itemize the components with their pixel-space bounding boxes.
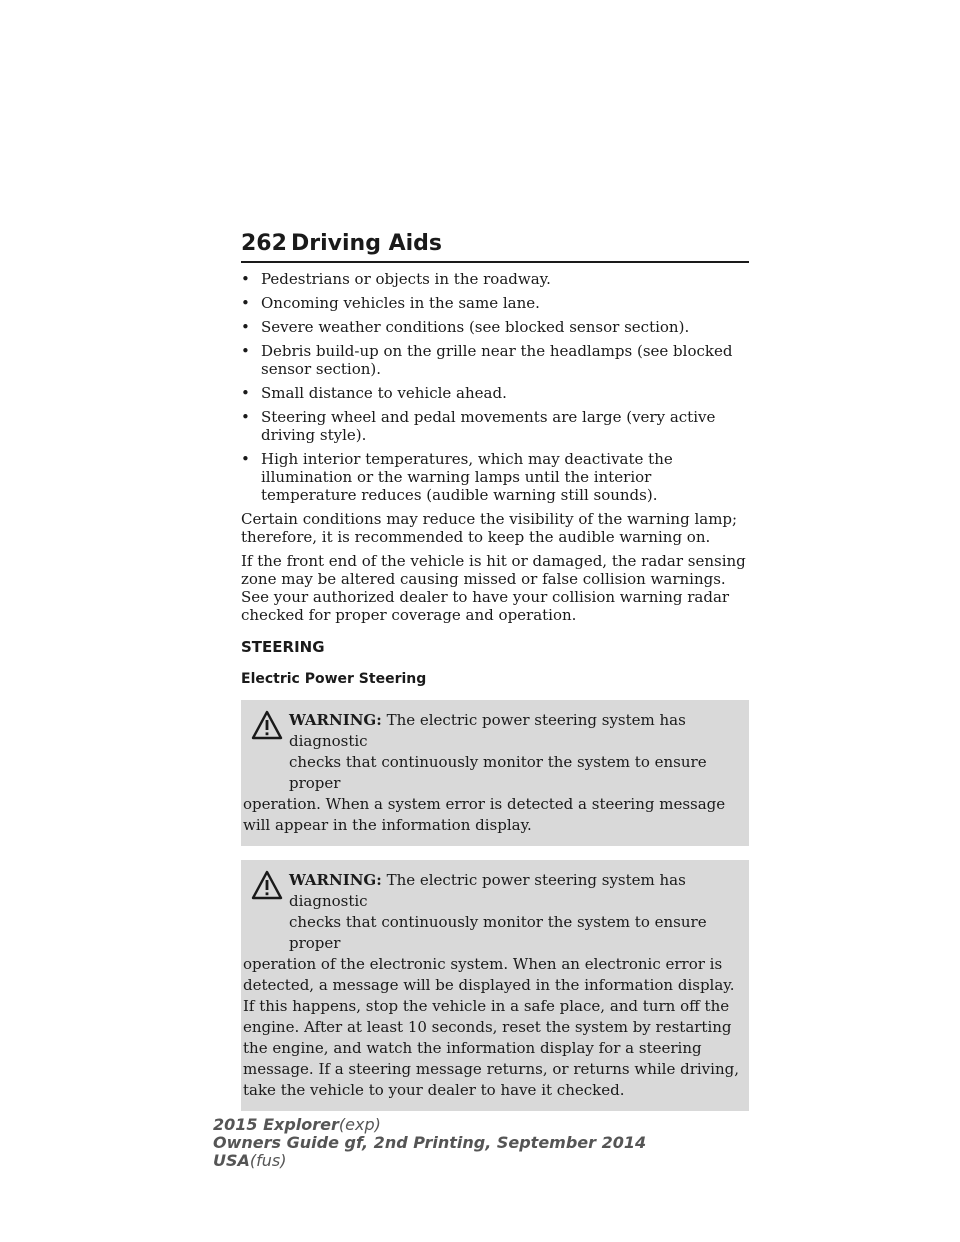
warning-triangle-icon bbox=[251, 710, 283, 740]
chapter-title: Driving Aids bbox=[291, 231, 443, 256]
condition-list bbox=[241, 270, 749, 504]
section-heading: STEERING bbox=[241, 638, 325, 656]
warning-box bbox=[241, 700, 749, 846]
page-footer bbox=[213, 1116, 646, 1170]
list-item: • Small distance to vehicle ahead. bbox=[241, 384, 507, 402]
warning-text: The electric power steering system has diagnostic bbox=[289, 871, 686, 910]
bullet-icon: • bbox=[241, 318, 250, 336]
list-item: • High interior temperatures, which may deactivate the illumination or the warning lamps until the interior temperature reduces (audible warning still sounds). bbox=[241, 450, 673, 504]
bullet-icon: • bbox=[241, 450, 250, 468]
page-number: 262 bbox=[241, 231, 287, 256]
body-paragraph: If the front end of the vehicle is hit or damaged, the radar sensing zone may be altered causing missed or false collision warnings. See your authorized dealer to have your collision warning radar checked for proper coverage and operation. bbox=[241, 552, 746, 624]
footer-edition: Owners Guide gf, 2nd Printing, September 2014 bbox=[213, 1133, 647, 1152]
warning-text: checks that continuously monitor the system to ensure proper bbox=[289, 753, 707, 792]
bullet-icon: • bbox=[241, 342, 250, 360]
warning-box bbox=[241, 860, 749, 1111]
list-item: • Severe weather conditions (see blocked sensor section). bbox=[241, 318, 690, 336]
warning-text: The electric power steering system has diagnostic bbox=[289, 711, 686, 750]
warning-label: WARNING: bbox=[289, 711, 382, 729]
footer-market-code: (fus) bbox=[249, 1151, 287, 1170]
list-item: • Oncoming vehicles in the same lane. bbox=[241, 294, 540, 312]
bullet-icon: • bbox=[241, 384, 250, 402]
bullet-icon: • bbox=[241, 294, 250, 312]
footer-model-code: (exp) bbox=[338, 1115, 381, 1134]
page-header bbox=[241, 228, 749, 263]
bullet-icon: • bbox=[241, 408, 250, 426]
list-item: • Pedestrians or objects in the roadway. bbox=[241, 270, 551, 288]
warning-triangle-icon bbox=[251, 870, 283, 900]
list-item: • Steering wheel and pedal movements are large (very active driving style). bbox=[241, 408, 716, 444]
warning-label: WARNING: bbox=[289, 871, 382, 889]
bullet-icon: • bbox=[241, 270, 250, 288]
footer-market: USA bbox=[213, 1151, 250, 1170]
warning-text: checks that continuously monitor the system to ensure proper bbox=[289, 913, 707, 952]
list-item: • Debris build-up on the grille near the headlamps (see blocked sensor section). bbox=[241, 342, 733, 378]
page-content bbox=[241, 270, 749, 1125]
warning-text: operation. When a system error is detected a steering message will appear in the information display. bbox=[243, 795, 726, 834]
body-paragraph: Certain conditions may reduce the visibility of the warning lamp; therefore, it is recommended to keep the audible warning on. bbox=[241, 510, 738, 546]
warning-text: operation of the electronic system. When an electronic error is detected, a message will be displayed in the information display. If this happens, stop the vehicle in a safe place, and turn off the engine. After at least 10 seconds, reset the system by restarting the engine, and watch the information display for a steering message. If a steering message returns, or returns while driving, take the vehicle to your dealer to have it checked. bbox=[243, 955, 739, 1099]
subsection-heading: Electric Power Steering bbox=[241, 671, 427, 687]
footer-model: 2015 Explorer bbox=[213, 1115, 339, 1134]
